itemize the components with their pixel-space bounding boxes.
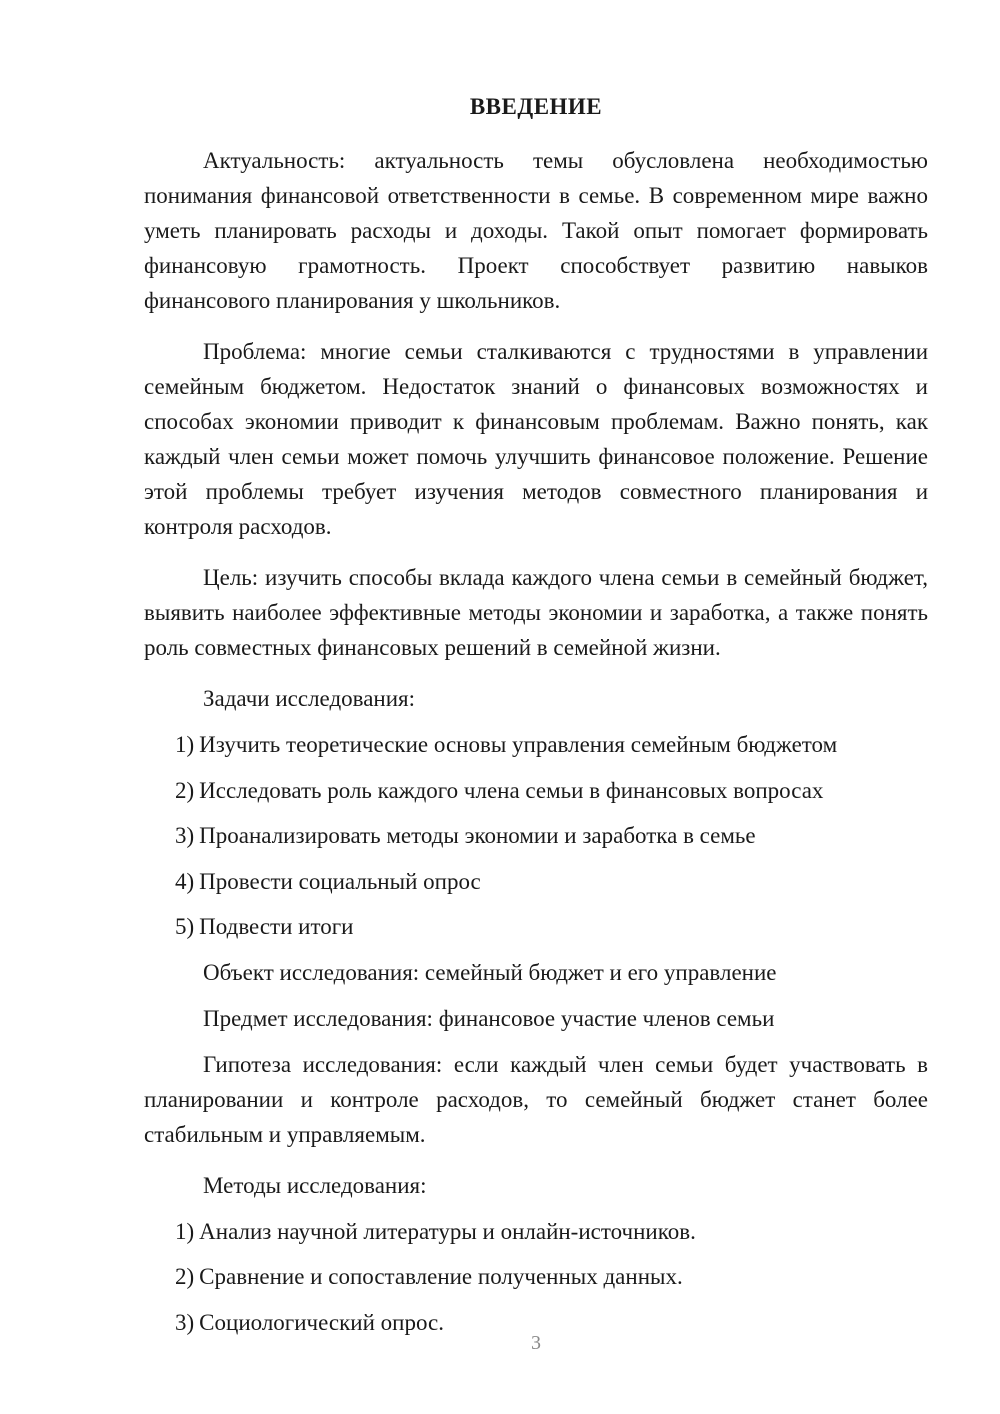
list-item-text: Сравнение и сопоставление полученных данных. <box>199 1264 683 1289</box>
problem-paragraph: Проблема: многие семьи сталкиваются с трудностями в управлении семейным бюджетом. Недостаток знаний о финансовых возможностях и способах экономии приводит к финансовым проблемам. Важно понять, как каждый член семьи может помочь улучшить финансовое положение. Решение этой проблемы требует изучения методов совместного планирования и контроля расходов. <box>144 339 928 539</box>
list-item-number: 1) <box>175 732 195 757</box>
list-item-text: Исследовать роль каждого члена семьи в финансовых вопросах <box>199 777 824 803</box>
list-item-number: 5) <box>175 914 195 939</box>
subject-line: Предмет исследования: финансовое участие членов семьи <box>203 1005 775 1031</box>
hypothesis-paragraph: Гипотеза исследования: если каждый член семьи будет участвовать в планировании и контроле расходов, то семейный бюджет станет более стабильным и управляемым. <box>144 1051 928 1147</box>
list-item-number: 1) <box>175 1218 195 1244</box>
list-item <box>144 818 928 853</box>
list-item-text: Проанализировать методы экономии и заработка в семье <box>199 823 756 848</box>
page-number: 3 <box>531 1332 541 1354</box>
list-item-number: 2) <box>175 777 195 803</box>
list-item <box>144 727 928 762</box>
list-item-number: 4) <box>175 868 195 894</box>
list-item-number: 2) <box>175 1264 195 1289</box>
list-item <box>144 1214 928 1249</box>
object-line: Объект исследования: семейный бюджет и его управление <box>203 959 777 985</box>
tasks-list <box>144 727 928 944</box>
list-item <box>144 909 928 944</box>
list-item-text: Изучить теоретические основы управления семейным бюджетом <box>199 732 838 757</box>
list-item-text: Социологический опрос. <box>199 1309 444 1335</box>
list-item-text: Подвести итоги <box>199 914 354 939</box>
list-item-number: 3) <box>175 823 195 848</box>
list-item-number: 3) <box>175 1309 195 1335</box>
relevance-paragraph: Актуальность: актуальность темы обусловлена необходимостью понимания финансовой ответственности в семье. В современном мире важно уметь планировать расходы и доходы. Такой опыт помогает формировать финансовую грамотность. Проект способствует развитию навыков финансового планирования у школьников. <box>144 148 928 313</box>
document-body <box>144 143 928 1350</box>
methods-list <box>144 1214 928 1340</box>
list-item <box>144 1259 928 1294</box>
list-item <box>144 864 928 899</box>
list-item <box>144 773 928 808</box>
list-item-text: Провести социальный опрос <box>199 868 481 894</box>
list-item-text: Анализ научной литературы и онлайн-источников. <box>199 1218 696 1244</box>
goal-paragraph: Цель: изучить способы вклада каждого члена семьи в семейный бюджет, выявить наиболее эффективные методы экономии и заработка, а также понять роль совместных финансовых решений в семейной жизни. <box>144 565 928 660</box>
tasks-label: Задачи исследования: <box>203 686 416 711</box>
page-title: ВВЕДЕНИЕ <box>469 94 603 119</box>
methods-label: Методы исследования: <box>203 1172 427 1198</box>
